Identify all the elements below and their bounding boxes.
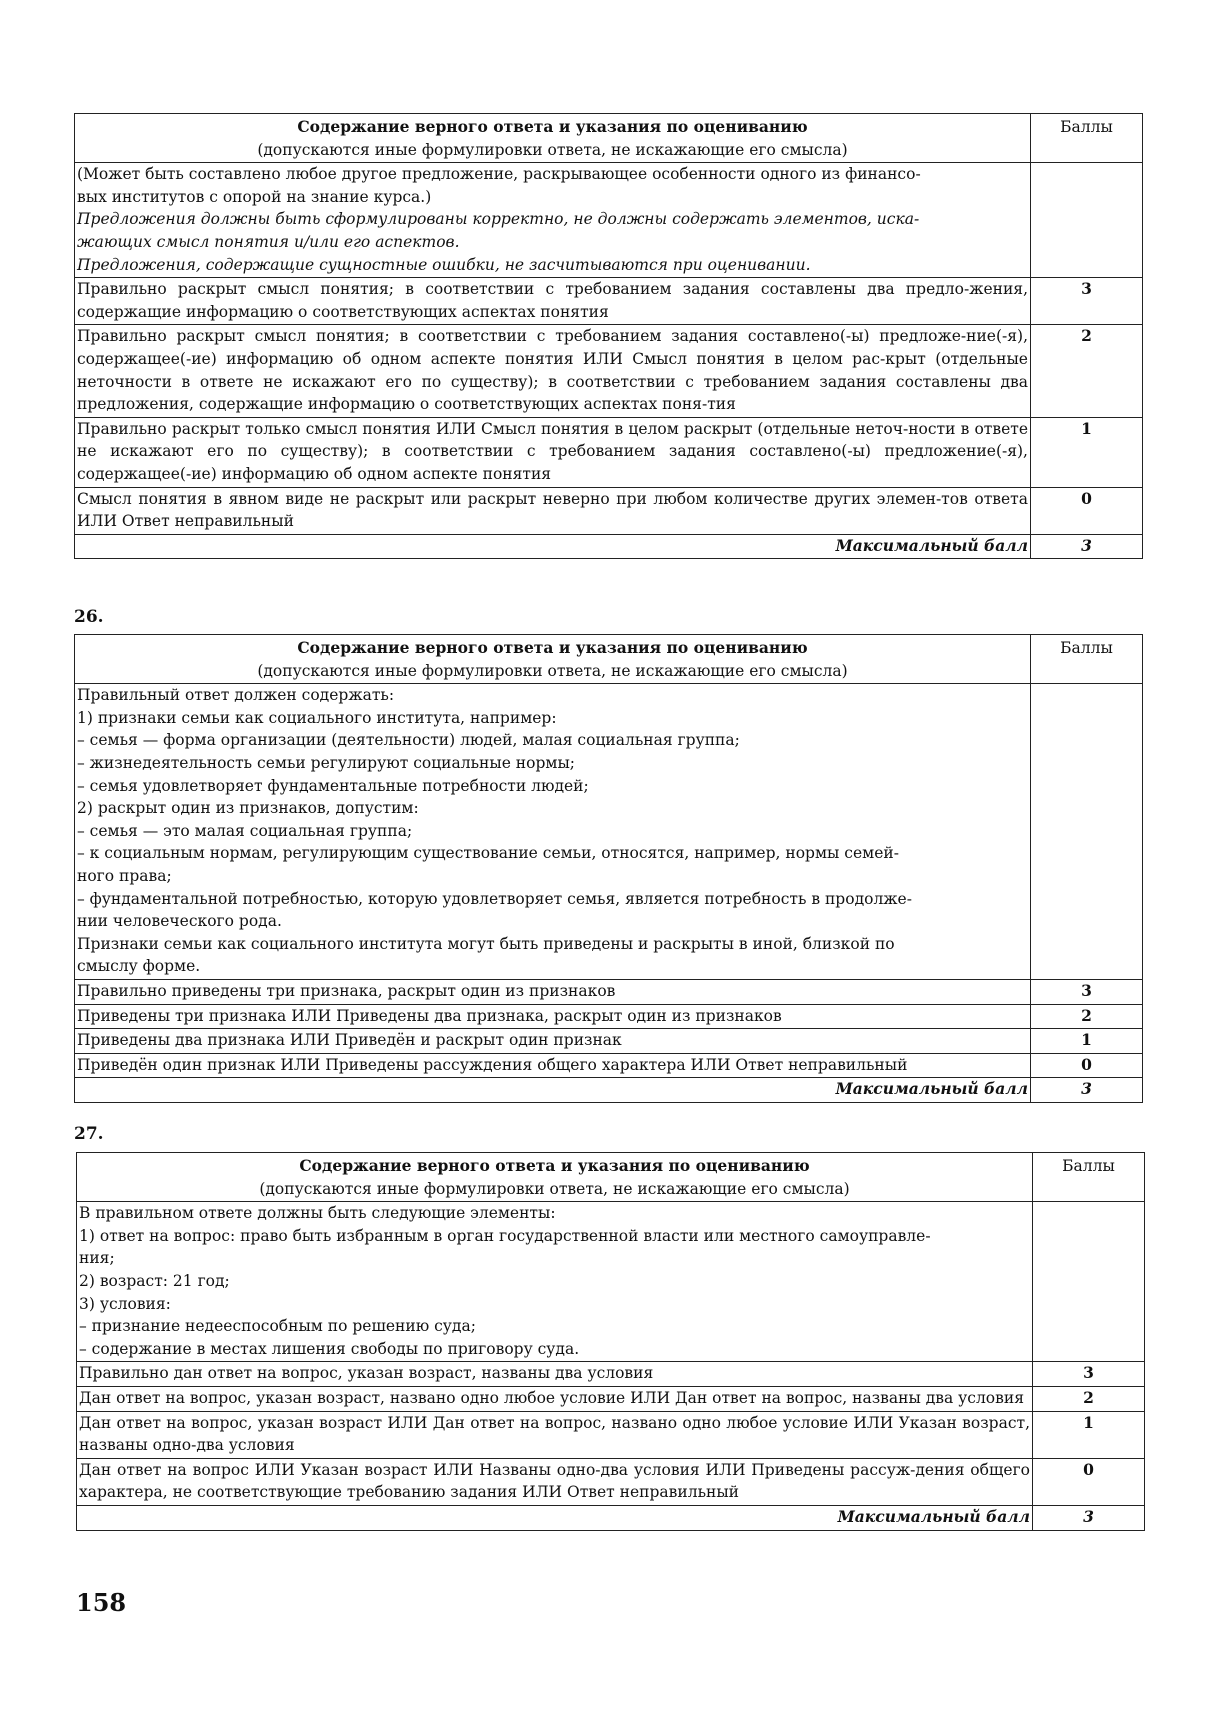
table-header-content [75, 635, 1031, 684]
table-header-content [77, 1153, 1033, 1202]
content-line: 3) условия: [79, 1294, 171, 1313]
header-title: Содержание верного ответа и указания по оцениванию [297, 638, 808, 657]
header-score: Баллы [1031, 114, 1143, 163]
notes-line: Предложения, содержащие сущностные ошибки, не засчитываются при оценивании. [77, 255, 811, 274]
criterion-score: 1 [1033, 1411, 1145, 1458]
criterion-text: Правильно раскрыт смысл понятия; в соответствии с требованием задания составлено(-ы) предложе-ние(-я), содержащее(-ие) информацию об одном аспекте понятия ИЛИ Смысл понятия в целом рас-крыт (отдельные неточности в ответе не искажают его по существу); в соответствии с требованием задания составлены два предложения, содержащие информацию о соответствующих аспектах поня-тия [75, 325, 1031, 417]
notes-line: жающих смысл понятия и/или его аспектов. [77, 232, 460, 251]
content-line: Признаки семьи как социального института могут быть приведены и раскрыты в иной, близкой по [77, 934, 895, 953]
content-line: нии человеческого рода. [77, 912, 282, 931]
max-score-value: 3 [1033, 1505, 1145, 1530]
content-line: – к социальным нормам, регулирующим существование семьи, относятся, например, нормы семей- [77, 844, 899, 863]
content-line: ного права; [77, 866, 172, 885]
criterion-score: 3 [1031, 278, 1143, 325]
criterion-score: 3 [1031, 979, 1143, 1004]
criterion-text: Дан ответ на вопрос, указан возраст ИЛИ Дан ответ на вопрос, названо одно любое условие ИЛИ Указан возраст, названы одно-два условия [77, 1411, 1033, 1458]
criterion-text: Правильно раскрыт смысл понятия; в соответствии с требованием задания составлены два предло-жения, содержащие информацию о соответствующих аспектах понятия [75, 278, 1031, 325]
criterion-score: 0 [1033, 1458, 1145, 1505]
criterion-score: 0 [1031, 487, 1143, 534]
criterion-score: 3 [1033, 1362, 1145, 1387]
criterion-text: Приведены три признака ИЛИ Приведены два признака, раскрыт один из признаков [75, 1004, 1031, 1029]
criterion-score: 2 [1031, 325, 1143, 417]
table-row [77, 1458, 1145, 1505]
max-score-label: Максимальный балл [77, 1505, 1033, 1530]
content-row [75, 684, 1143, 980]
table-row [75, 979, 1143, 1004]
content-line: – содержание в местах лишения свободы по приговору суда. [79, 1339, 580, 1358]
answer-content [75, 684, 1031, 980]
criterion-score: 2 [1031, 1004, 1143, 1029]
header-title: Содержание верного ответа и указания по оцениванию [299, 1156, 810, 1175]
empty-score-cell [1031, 163, 1143, 278]
header-score: Баллы [1031, 635, 1143, 684]
table-row [75, 417, 1143, 487]
content-line: – жизнедеятельность семьи регулируют социальные нормы; [77, 753, 575, 772]
empty-score-cell [1033, 1202, 1145, 1362]
notes-line: вых институтов с опорой на знание курса.) [77, 187, 432, 206]
content-line: – семья — это малая социальная группа; [77, 821, 413, 840]
content-row [75, 163, 1143, 278]
table-row [75, 325, 1143, 417]
max-score-row [75, 1078, 1143, 1103]
content-line: 2) возраст: 21 год; [79, 1271, 230, 1290]
criterion-score: 1 [1031, 417, 1143, 487]
criterion-text: Приведён один признак ИЛИ Приведены рассуждения общего характера ИЛИ Ответ неправильный [75, 1053, 1031, 1078]
criteria-notes [75, 163, 1031, 278]
empty-score-cell [1031, 684, 1143, 980]
criterion-score: 1 [1031, 1029, 1143, 1054]
page-number: 158 [76, 1588, 127, 1617]
table-row [75, 278, 1143, 325]
header-subtitle: (допускаются иные формулировки ответа, не искажающие его смысла) [257, 140, 848, 159]
criterion-text: Дан ответ на вопрос ИЛИ Указан возраст ИЛИ Названы одно-два условия ИЛИ Приведены рассуж-дения общего характера, не соответствующие требованию задания ИЛИ Ответ неправильный [77, 1458, 1033, 1505]
max-score-label: Максимальный балл [75, 1078, 1031, 1103]
criterion-text: Смысл понятия в явном виде не раскрыт или раскрыт неверно при любом количестве других элемен-тов ответа ИЛИ Ответ неправильный [75, 487, 1031, 534]
criterion-score: 2 [1033, 1386, 1145, 1411]
max-score-label: Максимальный балл [75, 534, 1031, 559]
max-score-row [75, 534, 1143, 559]
grading-table-26 [74, 634, 1143, 1103]
table-row [75, 1053, 1143, 1078]
table-header-content [75, 114, 1031, 163]
grading-table-25 [74, 113, 1143, 559]
content-line: В правильном ответе должны быть следующие элементы: [79, 1204, 556, 1223]
question-number-27: 27. [74, 1124, 104, 1144]
table-row [75, 1029, 1143, 1054]
content-line: – семья удовлетворяет фундаментальные потребности людей; [77, 776, 589, 795]
question-number-26: 26. [74, 607, 104, 627]
criterion-text: Дан ответ на вопрос, указан возраст, названо одно любое условие ИЛИ Дан ответ на вопрос, названы два условия [77, 1386, 1033, 1411]
content-line: Правильный ответ должен содержать: [77, 686, 395, 705]
table-row [77, 1362, 1145, 1387]
table-header-row [75, 635, 1143, 684]
table-row [77, 1411, 1145, 1458]
content-line: – фундаментальной потребностью, которую удовлетворяет семья, является потребность в продолже- [77, 889, 912, 908]
criterion-text: Правильно раскрыт только смысл понятия ИЛИ Смысл понятия в целом раскрыт (отдельные неточ-ности в ответе не искажают его по существу); в соответствии с требованием задания составлено(-ы) предложение(-я), содержащее(-ие) информацию об одном аспекте понятия [75, 417, 1031, 487]
max-score-value: 3 [1031, 1078, 1143, 1103]
table-row [75, 487, 1143, 534]
table-header-row [75, 114, 1143, 163]
table-row [75, 1004, 1143, 1029]
grading-table-27 [76, 1152, 1145, 1531]
content-line: смыслу форме. [77, 957, 201, 976]
criterion-text: Правильно дан ответ на вопрос, указан возраст, названы два условия [77, 1362, 1033, 1387]
content-line: ния; [79, 1249, 115, 1268]
header-subtitle: (допускаются иные формулировки ответа, не искажающие его смысла) [257, 661, 848, 680]
header-subtitle: (допускаются иные формулировки ответа, не искажающие его смысла) [259, 1179, 850, 1198]
table-row [77, 1386, 1145, 1411]
notes-line: (Может быть составлено любое другое предложение, раскрывающее особенности одного из финансо- [77, 165, 921, 184]
max-score-value: 3 [1031, 534, 1143, 559]
content-line: 1) ответ на вопрос: право быть избранным в орган государственной власти или местного самоуправле- [79, 1226, 931, 1245]
content-line: – семья — форма организации (деятельности) людей, малая социальная группа; [77, 731, 740, 750]
answer-content [77, 1202, 1033, 1362]
content-line: 1) признаки семьи как социального института, например: [77, 708, 557, 727]
max-score-row [77, 1505, 1145, 1530]
header-score: Баллы [1033, 1153, 1145, 1202]
header-title: Содержание верного ответа и указания по оцениванию [297, 117, 808, 136]
table-header-row [77, 1153, 1145, 1202]
criterion-score: 0 [1031, 1053, 1143, 1078]
content-row [77, 1202, 1145, 1362]
content-line: – признание недееспособным по решению суда; [79, 1317, 476, 1336]
notes-line: Предложения должны быть сформулированы корректно, не должны содержать элементов, иска- [77, 210, 920, 229]
content-line: 2) раскрыт один из признаков, допустим: [77, 799, 419, 818]
criterion-text: Правильно приведены три признака, раскрыт один из признаков [75, 979, 1031, 1004]
criterion-text: Приведены два признака ИЛИ Приведён и раскрыт один признак [75, 1029, 1031, 1054]
